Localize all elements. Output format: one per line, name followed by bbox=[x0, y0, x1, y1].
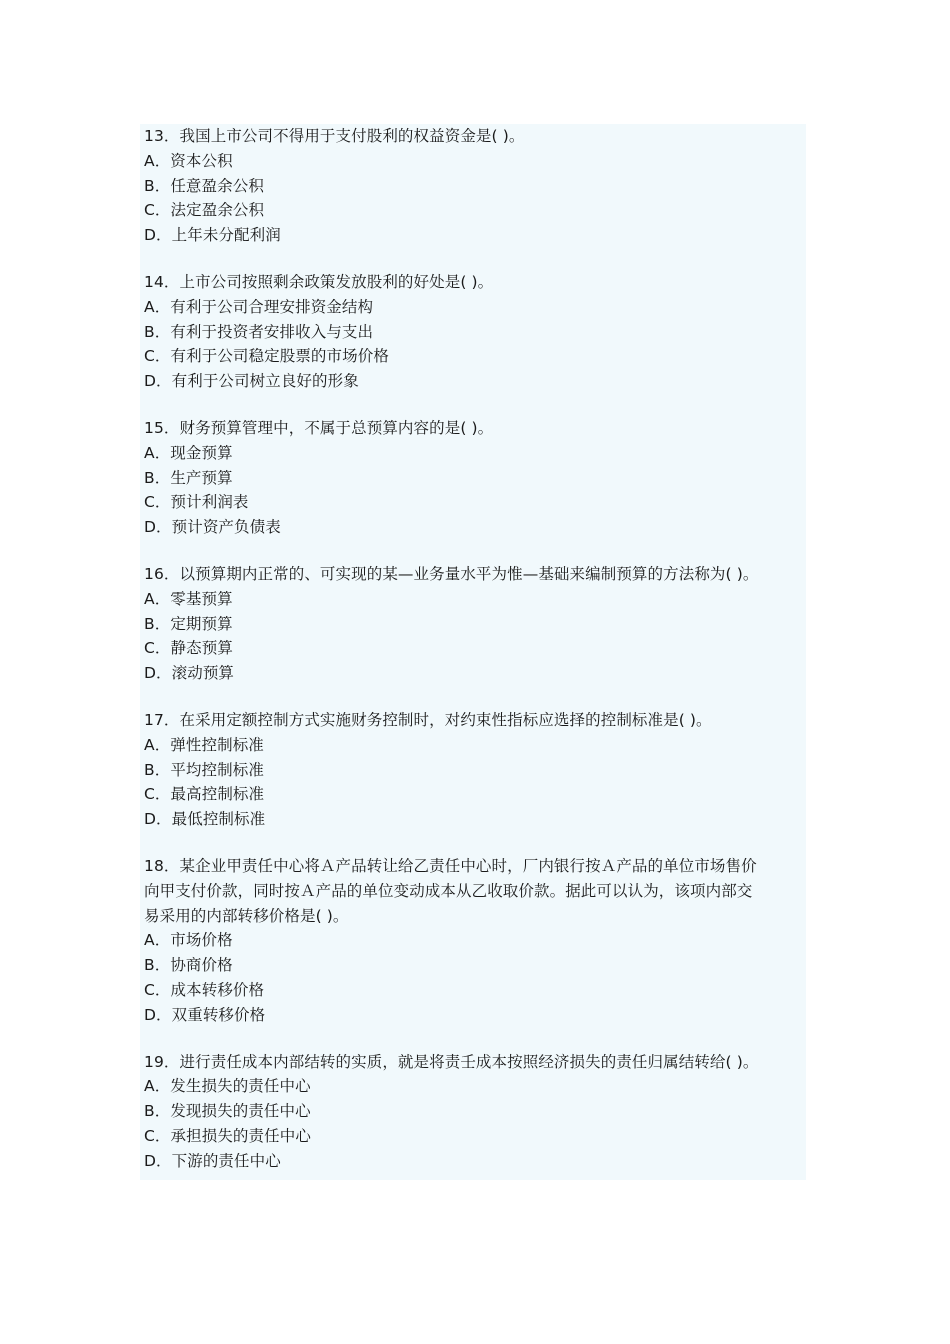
option-d: D．上年未分配利润 bbox=[144, 226, 281, 245]
question-17 bbox=[144, 708, 806, 832]
option-c: C．成本转移价格 bbox=[144, 980, 265, 999]
option-d: D．最低控制标准 bbox=[144, 810, 266, 829]
question-18 bbox=[144, 854, 806, 1028]
question-stem: 17．在采用定额控制方式实施财务控制时，对约束性指标应选择的控制标准是( )。 bbox=[144, 710, 712, 729]
option-a: A．零基预算 bbox=[144, 589, 233, 608]
option-d: D．下游的责任中心 bbox=[144, 1151, 281, 1170]
option-c: C．承担损失的责任中心 bbox=[144, 1126, 311, 1145]
option-d: D．双重转移价格 bbox=[144, 1005, 266, 1024]
option-a: A．市场价格 bbox=[144, 931, 233, 950]
option-a: A．弹性控制标准 bbox=[144, 735, 264, 754]
option-c: C．最高控制标准 bbox=[144, 785, 265, 804]
option-b: B．定期预算 bbox=[144, 614, 233, 633]
question-stem-line: 18．某企业甲责任中心将Ａ产品转让给乙责任中心时，厂内银行按Ａ产品的单位市场售价 bbox=[144, 856, 757, 875]
option-a: A．发生损失的责任中心 bbox=[144, 1077, 311, 1096]
option-b: B．生产预算 bbox=[144, 468, 233, 487]
question-19 bbox=[144, 1050, 806, 1174]
option-d: D．预计资产负债表 bbox=[144, 518, 281, 537]
question-13 bbox=[144, 124, 806, 248]
question-stem: 19．进行责任成本内部结转的实质，就是将责壬成本按照经济损失的责任归属结转给( )。 bbox=[144, 1052, 759, 1071]
option-d: D．滚动预算 bbox=[144, 664, 235, 683]
option-b: B．任意盈余公积 bbox=[144, 176, 264, 195]
question-15 bbox=[144, 416, 806, 540]
option-b: B．平均控制标准 bbox=[144, 760, 264, 779]
question-stem: 16．以预算期内正常的、可实现的某—业务量水平为惟—基础来编制预算的方法称为( )。 bbox=[144, 564, 759, 583]
option-b: B．发现损失的责任中心 bbox=[144, 1102, 311, 1121]
question-stem: 13．我国上市公司不得用于支付股利的权益资金是( )。 bbox=[144, 127, 525, 145]
option-c: C．静态预算 bbox=[144, 639, 233, 658]
option-a: A．现金预算 bbox=[144, 443, 233, 462]
question-stem: 15．财务预算管理中，不属于总预算内容的是( )。 bbox=[144, 418, 494, 437]
question-stem: 14．上市公司按照剩余政策发放股利的好处是( )。 bbox=[144, 272, 494, 291]
option-d: D．有利于公司树立良好的形象 bbox=[144, 372, 359, 391]
question-stem-line: 向甲支付价款，同时按Ａ产品的单位变动成本从乙收取价款。据此可以认为，该项内部交 bbox=[144, 881, 753, 900]
option-c: C．预计利润表 bbox=[144, 493, 249, 512]
option-b: B．有利于投资者安排收入与支出 bbox=[144, 322, 374, 341]
question-panel bbox=[140, 124, 806, 1180]
question-16 bbox=[144, 562, 806, 686]
question-stem-line: 易采用的内部转移价格是( )。 bbox=[144, 906, 349, 925]
question-14 bbox=[144, 270, 806, 394]
option-c: C．有利于公司稳定股票的市场价格 bbox=[144, 347, 389, 366]
option-a: A．资本公积 bbox=[144, 151, 233, 170]
option-a: A．有利于公司合理安排资金结构 bbox=[144, 297, 374, 316]
option-c: C．法定盈余公积 bbox=[144, 201, 265, 220]
option-b: B．协商价格 bbox=[144, 956, 233, 975]
